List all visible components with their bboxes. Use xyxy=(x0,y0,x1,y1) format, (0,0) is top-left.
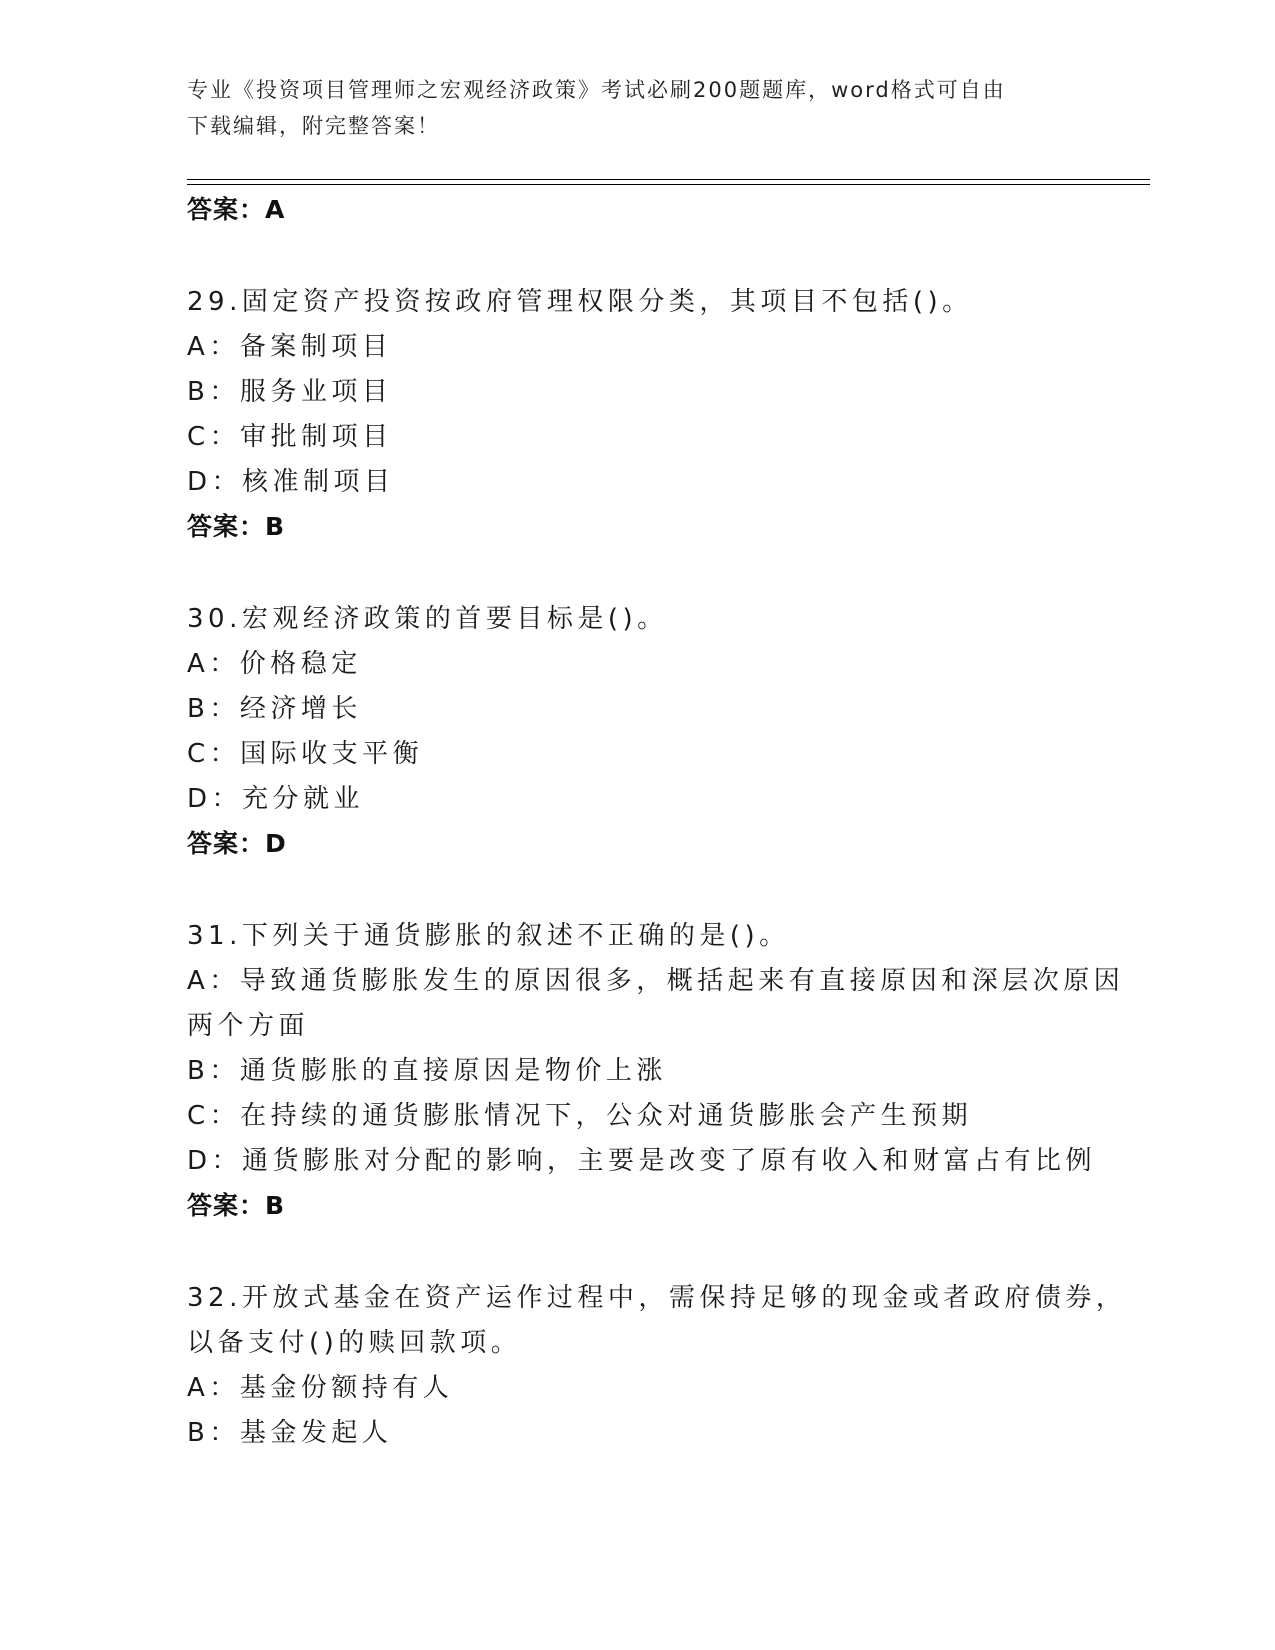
header-line-1: 专业《投资项目管理师之宏观经济政策》考试必刷200题题库，word格式可自由 xyxy=(187,78,1006,102)
question-stem: 31.下列关于通货膨胀的叙述不正确的是()。 xyxy=(187,921,790,951)
question-31 xyxy=(187,914,1125,1228)
option-c: C：在持续的通货膨胀情况下，公众对通货膨胀会产生预期 xyxy=(187,1101,973,1131)
header-line-2: 下载编辑，附完整答案！ xyxy=(187,114,440,138)
option-a: A：基金份额持有人 xyxy=(187,1373,454,1403)
question-29 xyxy=(187,280,1087,549)
option-a: A：备案制项目 xyxy=(187,332,393,362)
option-a-continued: 两个方面 xyxy=(187,1011,310,1041)
document-header xyxy=(187,72,1087,144)
question-stem-continued: 以备支付()的赎回款项。 xyxy=(187,1328,522,1358)
header-rule-top xyxy=(187,179,1150,180)
question-30 xyxy=(187,597,1087,866)
question-32 xyxy=(187,1276,1127,1456)
question-stem: 29.固定资产投资按政府管理权限分类，其项目不包括()。 xyxy=(187,287,973,317)
option-d: D：通货膨胀对分配的影响，主要是改变了原有收入和财富占有比例 xyxy=(187,1146,1097,1176)
header-rule-bottom xyxy=(187,184,1150,185)
answer-line: 答案：B xyxy=(187,1191,286,1220)
option-a: A：价格稳定 xyxy=(187,649,362,679)
option-c: C：国际收支平衡 xyxy=(187,739,424,769)
document-body xyxy=(187,188,1127,1456)
question-stem: 30.宏观经济政策的首要目标是()。 xyxy=(187,604,668,634)
option-c: C：审批制项目 xyxy=(187,422,393,452)
answer-line: 答案：A xyxy=(187,195,286,224)
answer-line: 答案：B xyxy=(187,512,286,541)
option-b: B：基金发起人 xyxy=(187,1418,393,1448)
option-b: B：通货膨胀的直接原因是物价上涨 xyxy=(187,1056,667,1086)
option-d: D：核准制项目 xyxy=(187,467,395,497)
option-a: A：导致通货膨胀发生的原因很多，概括起来有直接原因和深层次原因 xyxy=(187,966,1125,996)
option-b: B：服务业项目 xyxy=(187,377,393,407)
option-b: B：经济增长 xyxy=(187,694,362,724)
option-d: D：充分就业 xyxy=(187,784,365,814)
answer-line: 答案：D xyxy=(187,829,287,858)
question-stem: 32.开放式基金在资产运作过程中，需保持足够的现金或者政府债券， xyxy=(187,1283,1127,1313)
